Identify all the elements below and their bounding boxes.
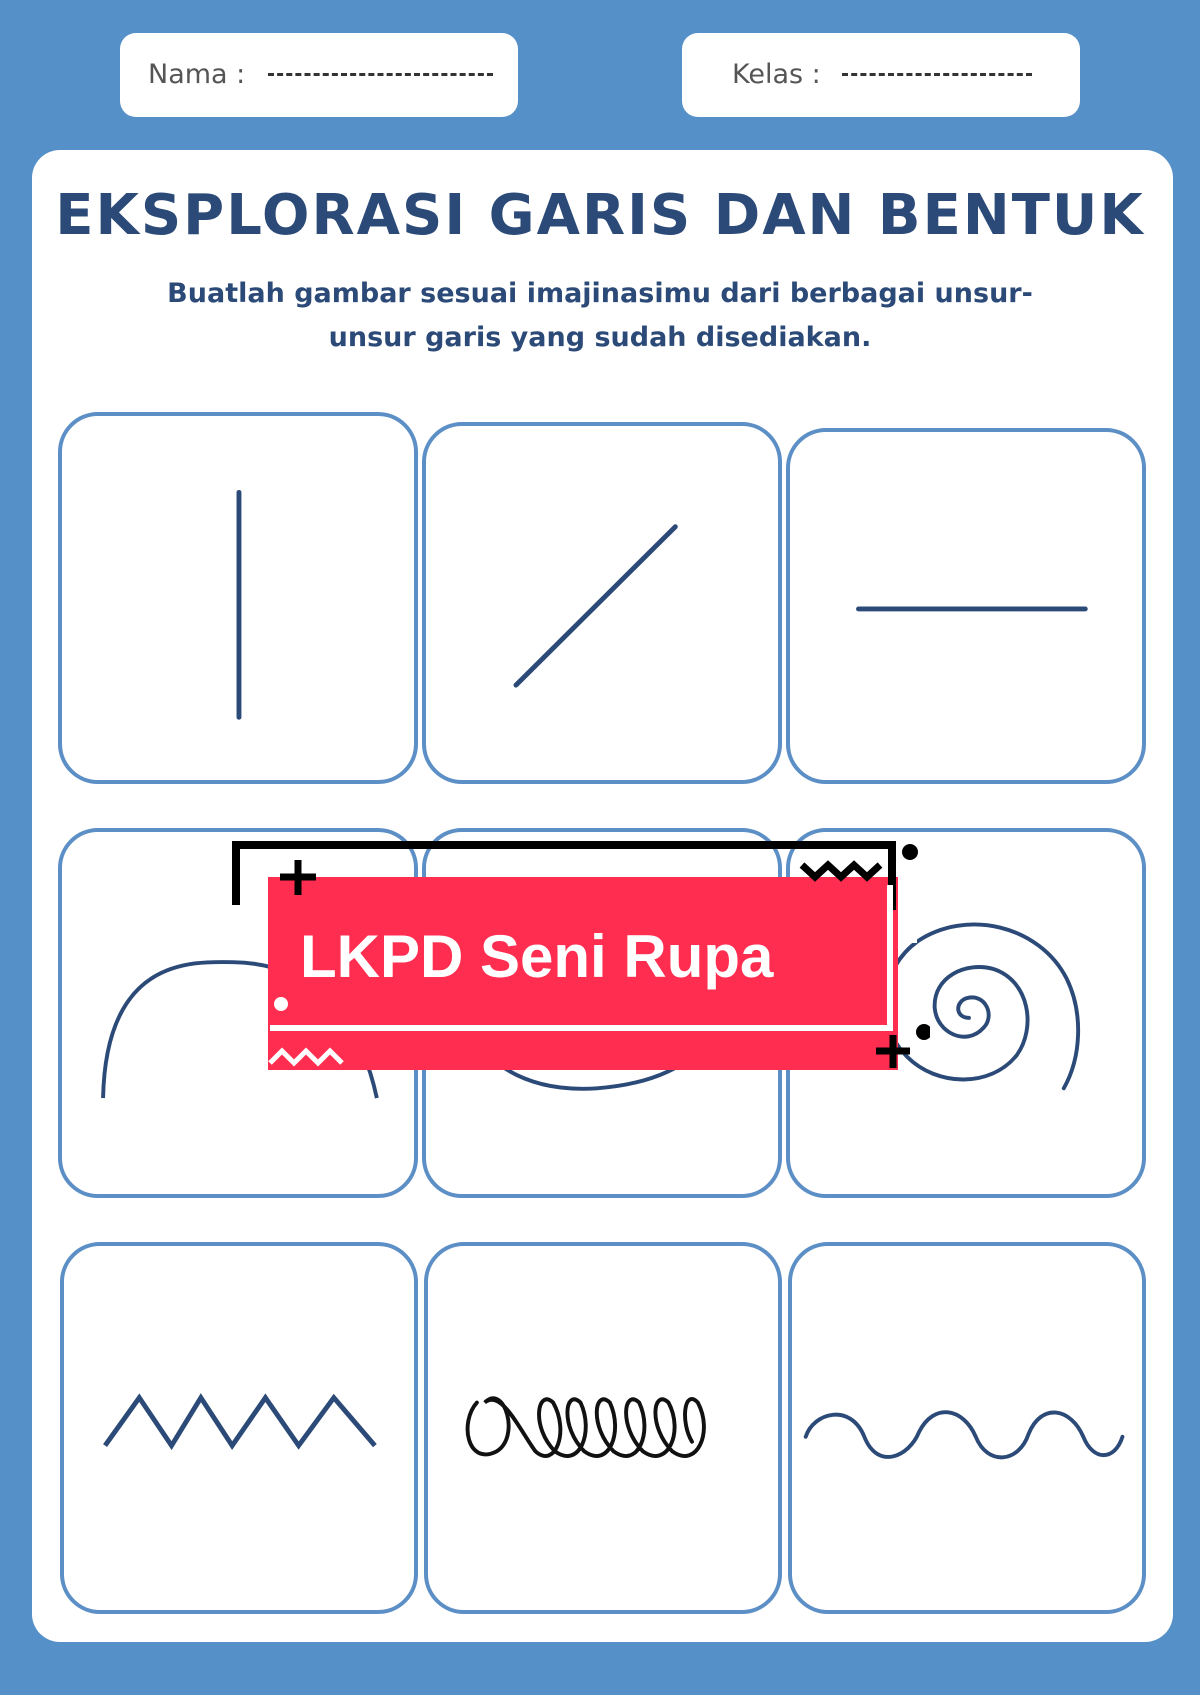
- drawing-box-diagonal-line[interactable]: [422, 422, 782, 784]
- drawing-box-loop-line[interactable]: [424, 1242, 782, 1614]
- drawing-box-wave-line[interactable]: [788, 1242, 1146, 1614]
- drawing-box-vertical-line[interactable]: [58, 412, 418, 784]
- horizontal-line-shape: [790, 432, 1142, 780]
- worksheet-instruction: [140, 272, 1060, 360]
- drawing-box-horizontal-line[interactable]: [786, 428, 1146, 784]
- worksheet-title: EKSPLORASI GARIS DAN BENTUK: [55, 183, 1145, 248]
- name-label: Nama :: [148, 59, 246, 90]
- class-field[interactable]: [682, 33, 1080, 117]
- instruction-line-1: Buatlah gambar sesuai imajinasimu dari berbagai unsur-: [167, 278, 1033, 309]
- dot-icon: [916, 1024, 930, 1040]
- name-field[interactable]: [120, 33, 518, 117]
- instruction-line-2: unsur garis yang sudah disediakan.: [328, 322, 872, 353]
- class-label: Kelas :: [732, 59, 821, 90]
- zigzag-line-shape: [64, 1246, 414, 1610]
- diagonal-line-shape: [426, 426, 778, 780]
- plus-icon: [900, 913, 928, 943]
- zigzag-decoration-icon: [802, 865, 880, 877]
- dot-icon: [902, 844, 918, 860]
- wave-line-shape: [792, 1246, 1142, 1610]
- banner-title: LKPD Seni Rupa: [300, 923, 774, 990]
- dot-icon: [274, 997, 288, 1011]
- loop-line-shape: [428, 1246, 778, 1610]
- class-blank-line[interactable]: [842, 73, 1032, 76]
- vertical-line-shape: [62, 416, 414, 780]
- name-blank-line[interactable]: [268, 73, 493, 76]
- drawing-box-zigzag-line[interactable]: [60, 1242, 418, 1614]
